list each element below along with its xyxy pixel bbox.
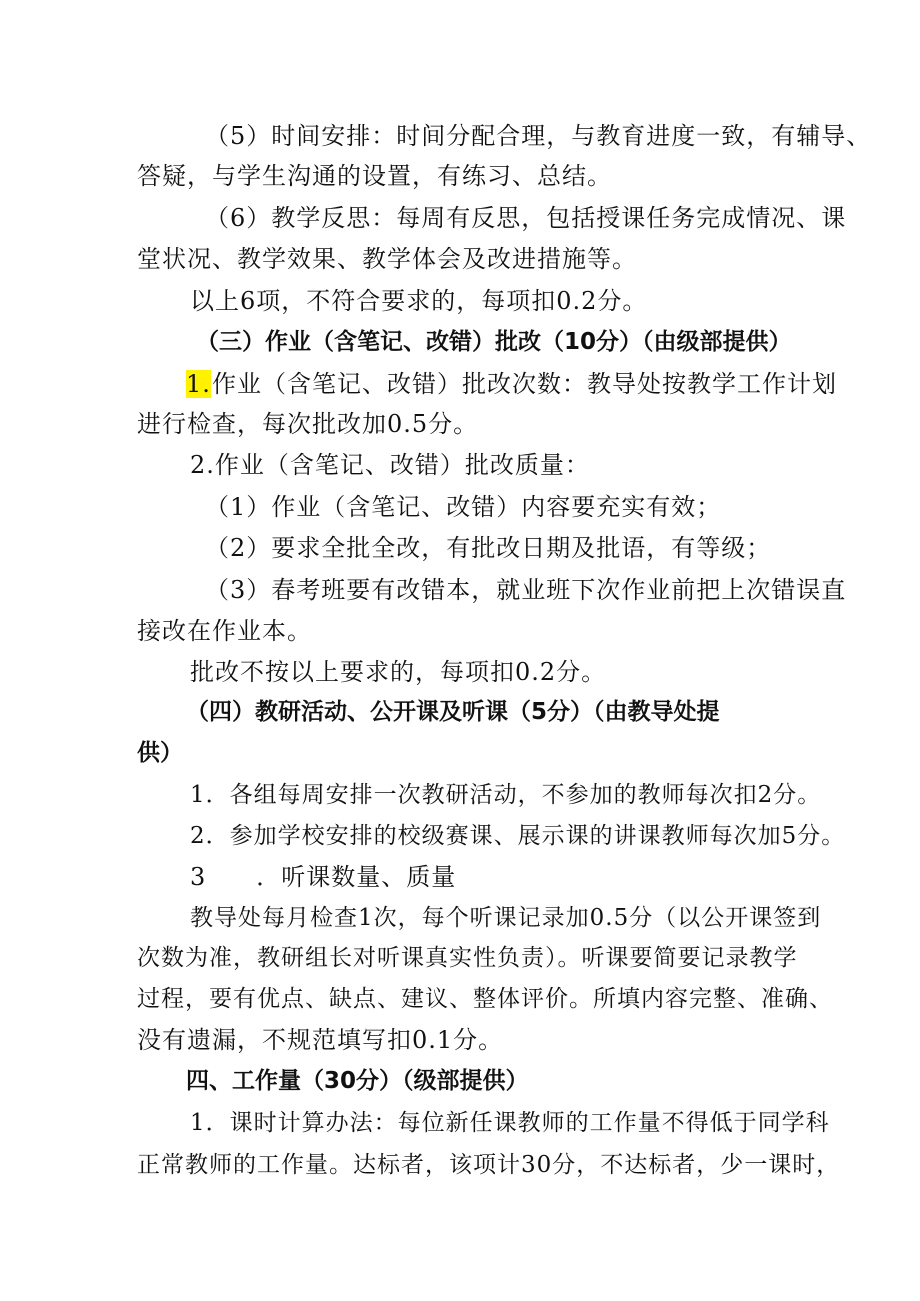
paragraph-line: 过程，要有优点、缺点、建议、整体评价。所填内容完整、准确、 [137,986,833,1012]
section-heading: （三）作业（含笔记、改错）批改（10分）（由级部提供） [196,329,792,355]
paragraph-line: 作业（含笔记、改错）批改次数：教导处按教学工作计划 [212,370,837,398]
list-number-highlighted [186,364,211,404]
section-heading: 四、工作量（30分）（级部提供） [186,1068,529,1094]
paragraph-line: 教导处每月检查1次，每个听课记录加0.5分（以公开课签到 [190,905,822,931]
paragraph-line: 答疑，与学生沟通的设置，有练习、总结。 [137,162,612,190]
paragraph-line: 正常教师的工作量。达标者，该项计30分，不达标者，少一课时， [137,1152,841,1178]
paragraph-line: 以上6项，不符合要求的，每项扣0.2分。 [190,287,648,315]
paragraph-line: （1）作业（含笔记、改错）内容要充实有效； [205,493,722,521]
paragraph-line: 次数为准，教研组长对听课真实性负责）。听课要简要记录教学 [137,945,798,971]
paragraph-line: （6）教学反思：每周有反思，包括授课任务完成情况、课 [205,204,847,232]
paragraph-line: 2.作业（含笔记、改错）批改质量： [190,451,590,479]
paragraph-line: 没有遗漏，不规范填写扣0.1分。 [137,1026,504,1054]
paragraph-line: （2）要求全批全改，有批改日期及批语，有等级； [205,534,772,562]
paragraph-line: 1．课时计算办法：每位新任课教师的工作量不得低于同学科 [190,1110,830,1136]
paragraph-line: （5）时间安排：时间分配合理，与教育进度一致，有辅导、 [205,122,872,150]
paragraph-line: （3）春考班要有改错本，就业班下次作业前把上次错误直 [205,576,847,604]
paragraph-line: 1．各组每周安排一次教研活动，不参加的教师每次扣2分。 [190,782,822,808]
section-heading-continued: 供） [137,740,183,766]
paragraph-line: 进行检查，每次批改加0.5分。 [137,410,479,438]
paragraph-line: 3 ．听课数量、质量 [190,863,457,891]
paragraph-line: 批改不按以上要求的，每项扣0.2分。 [190,658,607,686]
paragraph-line: 堂状况、教学效果、教学体会及改进措施等。 [137,245,637,273]
paragraph-line: 2．参加学校安排的校级赛课、展示课的讲课教师每次加5分。 [190,823,846,849]
paragraph-line: 接改在作业本。 [137,617,312,645]
section-heading: （四）教研活动、公开课及听课（5分）（由教导处提 [186,699,720,725]
highlight-mark: 1. [186,370,211,398]
